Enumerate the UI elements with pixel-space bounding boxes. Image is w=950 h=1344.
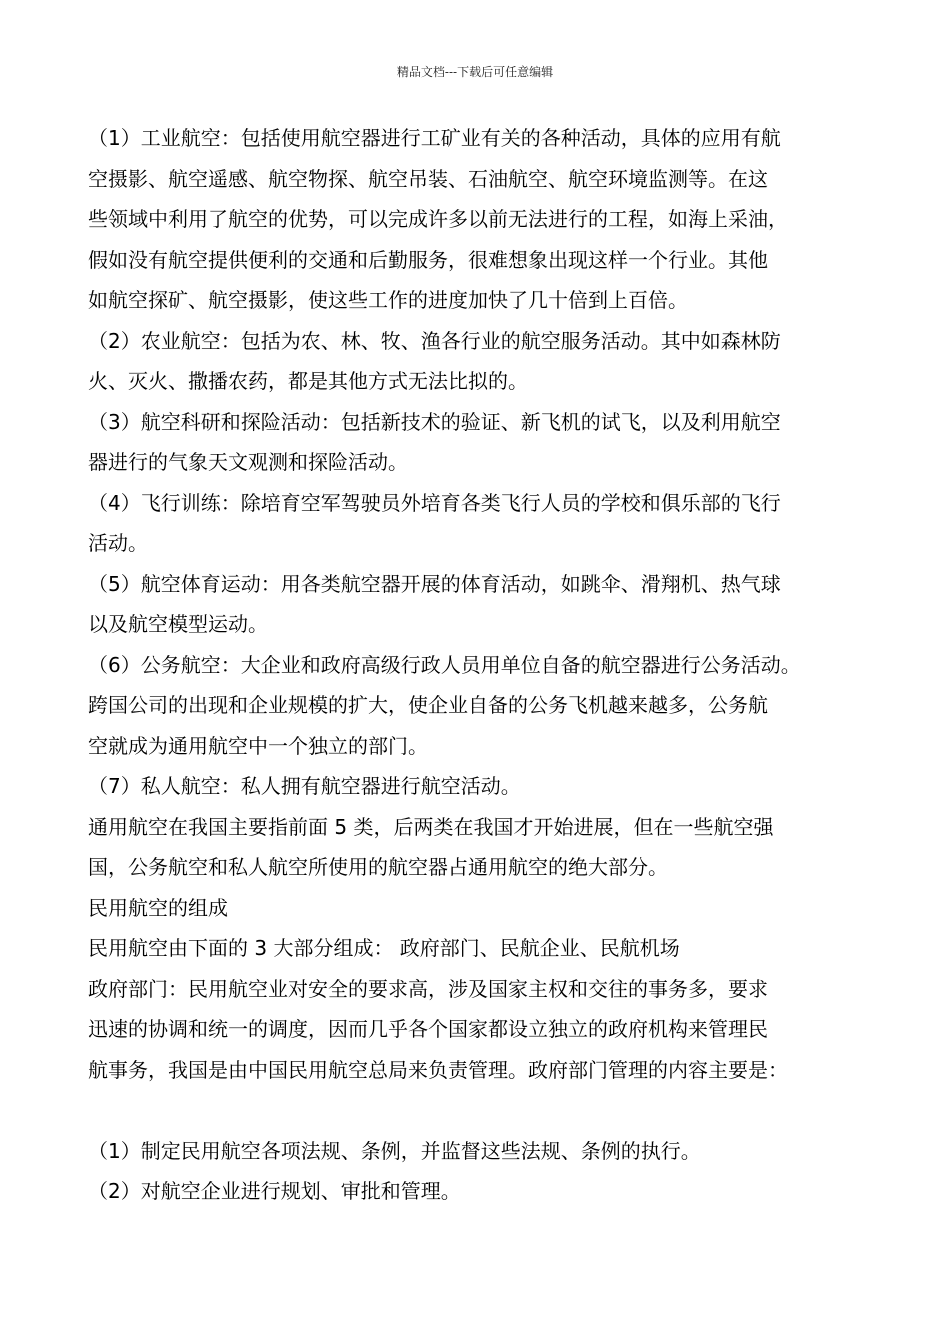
text-line-27: （2）对航空企业进行规划、审批和管理。 xyxy=(88,1179,461,1203)
text-line-5: 如航空探矿、航空摄影，使这些工作的进度加快了几十倍到上百倍。 xyxy=(88,288,688,312)
text-line-7: 火、灭火、撒播农药，都是其他方式无法比拟的。 xyxy=(88,369,528,393)
text-line-4: 假如没有航空提供便利的交通和后勤服务，很难想象出现这样一个行业。其他 xyxy=(88,247,768,272)
text-line-2: 空摄影、航空遥感、航空物探、航空吊装、石油航空、航空环境监测等。在这 xyxy=(88,166,768,191)
text-line-3: 些领域中利用了航空的优势，可以完成许多以前无法进行的工程，如海上采油， xyxy=(88,207,788,231)
text-line-12: （5）航空体育运动：用各类航空器开展的体育活动，如跳伞、滑翔机、热气球 xyxy=(88,571,781,596)
text-line-23: 迅速的协调和统一的调度，因而几乎各个国家都设立独立的政府机构来管理民 xyxy=(88,1017,768,1041)
blank-line xyxy=(88,1090,878,1131)
document-body xyxy=(88,118,878,1212)
text-line-10: （4）飞行训练：除培育空军驾驶员外培育各类飞行人员的学校和俱乐部的飞行 xyxy=(88,490,781,515)
text-line-17: （7）私人航空：私人拥有航空器进行航空活动。 xyxy=(88,774,521,798)
page-header: 精品文档---下载后可任意编辑 xyxy=(396,65,554,79)
text-line-18: 通用航空在我国主要指前面 5 类，后两类在我国才开始进展，但在一些航空强 xyxy=(88,814,774,839)
text-line-21: 民用航空由下面的 3 大部分组成： 政府部门、民航企业、民航机场 xyxy=(88,936,680,960)
text-line-1: （1）工业航空：包括使用航空器进行工矿业有关的各种活动，具体的应用有航 xyxy=(88,126,781,150)
text-line-14: （6）公务航空：大企业和政府高级行政人员用单位自备的航空器进行公务活动。 xyxy=(88,652,801,677)
text-line-22: 政府部门：民用航空业对安全的要求高，涉及国家主权和交往的事务多，要求 xyxy=(88,976,768,1001)
text-line-15: 跨国公司的出现和企业规模的扩大，使企业自备的公务飞机越来越多，公务航 xyxy=(88,693,768,717)
text-line-19: 国，公务航空和私人航空所使用的航空器占通用航空的绝大部分。 xyxy=(88,855,668,879)
text-line-6: （2）农业航空：包括为农、林、牧、渔各行业的航空服务活动。其中如森林防 xyxy=(88,328,781,353)
text-line-8: （3）航空科研和探险活动：包括新技术的验证、新飞机的试飞，以及利用航空 xyxy=(88,409,781,434)
text-line-9: 器进行的气象天文观测和探险活动。 xyxy=(88,450,408,474)
text-line-26: （1）制定民用航空各项法规、条例，并监督这些法规、条例的执行。 xyxy=(88,1138,701,1163)
text-line-16: 空就成为通用航空中一个独立的部门。 xyxy=(88,733,428,758)
text-line-11: 活动。 xyxy=(88,531,148,555)
text-line-24: 航事务，我国是由中国民用航空总局来负责管理。政府部门管理的内容主要是： xyxy=(88,1057,788,1082)
text-line-13: 以及航空模型运动。 xyxy=(88,612,268,636)
section-heading: 民用航空的组成 xyxy=(88,895,228,920)
